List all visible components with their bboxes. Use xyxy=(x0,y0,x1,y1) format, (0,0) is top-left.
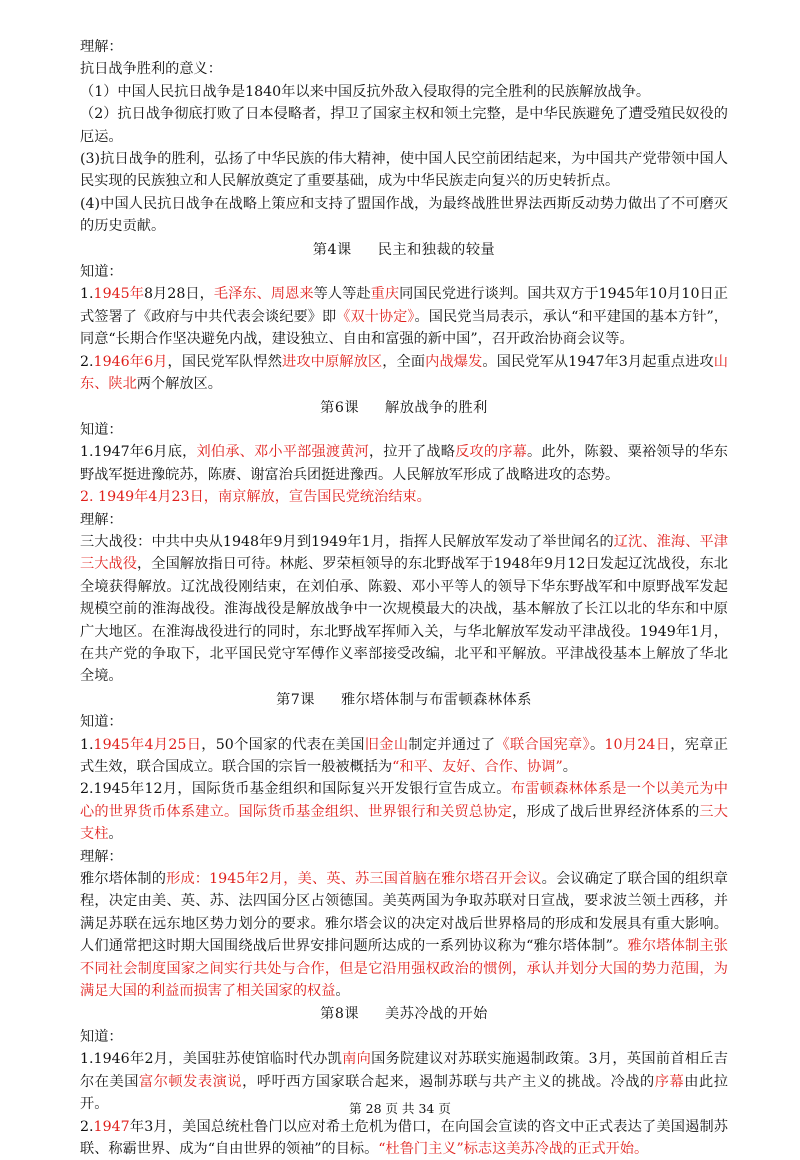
text-run: 1. xyxy=(80,286,94,302)
text-run: 知道： xyxy=(80,264,123,280)
highlighted-text: 1945年4月25日 xyxy=(94,737,202,753)
highlighted-text: 1947 xyxy=(94,1119,130,1135)
document-body xyxy=(80,36,728,1160)
text-run: （2）抗日战争彻底打败了日本侵略者，捍卫了国家主权和领土完整，是中华民族避免了遭受殖民奴役的厄运。 xyxy=(80,106,728,144)
text-run: 制定并通过了 xyxy=(408,737,495,753)
highlighted-text: “和平、友好、合作、协调” xyxy=(392,759,563,775)
lesson-title: 民主和独裁的较量 xyxy=(378,242,496,258)
paragraph xyxy=(80,193,728,238)
highlighted-text: 进攻中原解放区 xyxy=(282,354,382,370)
text-run: 知道： xyxy=(80,422,123,438)
highlighted-text: 雅尔塔体制主张不同社会制度国家之间实行共处与合作，但是它沿用强权政治的惯例，承认并划分大国的势力范围，为满足大国的利益而损害了相关国家的权益 xyxy=(80,938,728,999)
paragraph xyxy=(80,509,728,531)
text-run: (4)中国人民抗日战争在战略上策应和支持了盟国作战，为最终战胜世界法西斯反动势力做出了不可磨灭的历史贡献。 xyxy=(80,196,728,234)
lesson-number: 第6课 xyxy=(320,400,359,416)
paragraph xyxy=(80,36,728,58)
text-run: 1.1947年6月底， xyxy=(80,444,197,460)
text-run: 。 xyxy=(108,826,122,842)
paragraph xyxy=(80,846,728,868)
lesson-heading xyxy=(80,1003,728,1025)
text-run: 2. xyxy=(80,1119,94,1135)
text-run: 知道： xyxy=(80,714,123,730)
text-run: ，全面 xyxy=(382,354,425,370)
text-run: 同国民党进行谈判。国共双方于1945年10月10日正式签署了《政府与中共代表会谈纪要》即 xyxy=(80,286,728,324)
highlighted-text: 2. 1949年4月23日，南京解放，宣告国民党统治结束。 xyxy=(80,489,431,505)
paragraph xyxy=(80,531,728,688)
highlighted-text: 刘伯承、邓小平部强渡黄河 xyxy=(197,444,369,460)
highlighted-text: 内战爆发 xyxy=(425,354,482,370)
paragraph xyxy=(80,711,728,733)
lesson-heading xyxy=(80,689,728,711)
lesson-heading xyxy=(80,397,728,419)
highlighted-text: 旧金山 xyxy=(365,737,409,753)
text-run: 8月28日， xyxy=(144,286,214,302)
highlighted-text: 布雷顿森林体系 xyxy=(511,781,613,797)
highlighted-text: 毛泽东、周恩来 xyxy=(214,286,314,302)
text-run: 等人等赴 xyxy=(314,286,371,302)
text-run: 1. xyxy=(80,737,94,753)
text-run: 理解： xyxy=(80,849,123,865)
lesson-title: 美苏冷战的开始 xyxy=(385,1006,488,1022)
paragraph xyxy=(80,81,728,103)
text-run: 理解： xyxy=(80,39,123,55)
text-run: 。 xyxy=(563,759,577,775)
highlighted-text: 《联合国宪章》 xyxy=(495,737,590,753)
paragraph xyxy=(80,283,728,350)
lesson-title: 雅尔塔体制与布雷顿森林体系 xyxy=(341,692,532,708)
highlighted-text: 10月24日 xyxy=(604,737,670,753)
text-run: 。 xyxy=(590,737,605,753)
highlighted-text: 三大支柱 xyxy=(80,804,728,842)
text-run: 。 xyxy=(335,983,349,999)
text-run: 。此外，陈毅、粟裕领导的华东野战军挺进豫皖苏，陈赓、谢富治兵团挺进豫西。人民解放军形成了战略进攻的态势。 xyxy=(80,444,728,482)
text-run: 国务院建议对苏联实施遏制政策。3月，英国前首相丘吉尔在美国 xyxy=(80,1051,728,1089)
paragraph xyxy=(80,419,728,441)
text-run: 知道： xyxy=(80,1029,123,1045)
paragraph xyxy=(80,734,728,779)
text-run: ，拉开了战略 xyxy=(369,444,455,460)
highlighted-text: 《双十协定》 xyxy=(336,309,414,325)
highlighted-text: 南向 xyxy=(342,1051,371,1067)
text-run: 雅尔塔体制的 xyxy=(80,871,166,887)
text-run: ，国民党军队悍然 xyxy=(168,354,282,370)
highlighted-text: 山东、陕北 xyxy=(80,354,728,392)
text-run: 2. xyxy=(80,354,94,370)
text-run: (3)抗日战争的胜利，弘扬了中华民族的伟大精神，使中国人民空前团结起来，为中国共产党带领中国人民实现的民族独立和人民解放奠定了重要基础，成为中华民族走向复兴的历史转折点。 xyxy=(80,151,728,189)
paragraph xyxy=(80,261,728,283)
text-run: ，形成了战后世界经济体系的 xyxy=(512,804,699,820)
lesson-number: 第7课 xyxy=(276,692,315,708)
lesson-number: 第8课 xyxy=(320,1006,359,1022)
text-run: 两个解放区。 xyxy=(137,376,222,392)
paragraph xyxy=(80,778,728,845)
highlighted-text: 富尔顿发表演说 xyxy=(139,1074,242,1090)
paragraph xyxy=(80,868,728,1002)
lesson-title: 解放战争的胜利 xyxy=(385,400,488,416)
highlighted-text: “杜鲁门主义”标志这美苏冷战的正式开始。 xyxy=(378,1141,648,1157)
page-footer: 第 28 页 共 34 页 xyxy=(0,1099,800,1117)
paragraph xyxy=(80,351,728,396)
text-run: ，全国解放指日可待。林彪、罗荣桓领导的东北野战军于1948年9月12日发起辽沈战役，东北全境获得解放。辽沈战役刚结束，在刘伯承、陈毅、邓小平等人的领导下华东野战军和中原野战军发起规模空前的淮海战役。淮海战役是解放战争中一次规模最大的决战，基本解放了长江以北的华东和中原广大地区。在淮海战役进行的同时，东北野战军挥师入关，与华北解放军发动平津战役。1949年1月，在共产党的争取下，北平国民党守军傅作义率部接受改编，北平和平解放。平津战役基本上解放了华北全境。 xyxy=(80,556,728,684)
paragraph xyxy=(80,1026,728,1048)
paragraph xyxy=(80,1116,728,1160)
text-run: 年3月，美国总统杜鲁门以应对希土危机为借口，在向国会宣读的咨文中正式表达了美国遏制苏联、称霸世界、成为“自由世界的领袖”的目标。 xyxy=(80,1119,728,1157)
text-run: 。会议确定了联合国的组织章程，决定由美、英、苏、法四国分区占领德国。美英两国为争取苏联对日宣战，要求波兰领土西移，并满足苏联在远东地区势力划分的要求。雅尔塔会议的决定对战后世界格局的形成和发展具有重大影响。人们通常把这时期大国围绕战后世界安排问题所达成的一系列协议称为“雅尔塔体制”。 xyxy=(80,871,728,954)
text-run: 抗日战争胜利的意义： xyxy=(80,61,222,77)
text-run: 三大战役：中共中央从1948年9月到1949年1月，指挥人民解放军发动了举世闻名的 xyxy=(80,534,614,550)
lesson-number: 第4课 xyxy=(313,242,352,258)
highlighted-text: 1945年 xyxy=(94,286,144,302)
text-run: 1.1946年2月，美国驻苏使馆临时代办凯 xyxy=(80,1051,342,1067)
highlighted-text: 辽沈、淮海、平津三大战役 xyxy=(80,534,728,572)
text-run: ，呼吁西方国家联合起来，遏制苏联与共产主义的挑战。冷战的 xyxy=(242,1074,655,1090)
text-run: 。国民党军从1947年3月起重点进攻 xyxy=(482,354,713,370)
paragraph xyxy=(80,148,728,193)
lesson-heading xyxy=(80,239,728,261)
highlighted-text: 反攻的序幕 xyxy=(455,444,527,460)
highlighted-text: 1946年6月 xyxy=(94,354,168,370)
text-run: 理解： xyxy=(80,512,123,528)
paragraph xyxy=(80,58,728,80)
text-run: （1）中国人民抗日战争是1840年以来中国反抗外敌入侵取得的完全胜利的民族解放战争。 xyxy=(80,84,650,100)
text-run: 。国民党当局表示，承认“和平建国的基本方针”，同意“长期合作坚决避免内战，建设独立、自由和富强的新中国”，召开政治协商会议等。 xyxy=(80,309,728,347)
text-run: 2.1945年12月，国际货币基金组织和国际复兴开发银行宣告成立。 xyxy=(80,781,511,797)
text-run: ，50个国家的代表在美国 xyxy=(201,737,365,753)
paragraph xyxy=(80,441,728,486)
highlighted-text: 序幕 xyxy=(655,1074,684,1090)
highlighted-text: 是一个以美元为中心的世界货币体系建立。国际货币基金组织、世界银行和关贸总协定 xyxy=(80,781,728,819)
paragraph xyxy=(80,486,728,508)
highlighted-text: 重庆 xyxy=(371,286,400,302)
text-run: ，宪章正式生效，联合国成立。联合国的宗旨一般被概括为 xyxy=(80,737,728,775)
paragraph xyxy=(80,103,728,148)
text-run: 由此拉开。 xyxy=(80,1074,728,1112)
highlighted-text: 形成：1945年2月，美、英、苏三国首脑在雅尔塔召开会议 xyxy=(166,871,542,887)
